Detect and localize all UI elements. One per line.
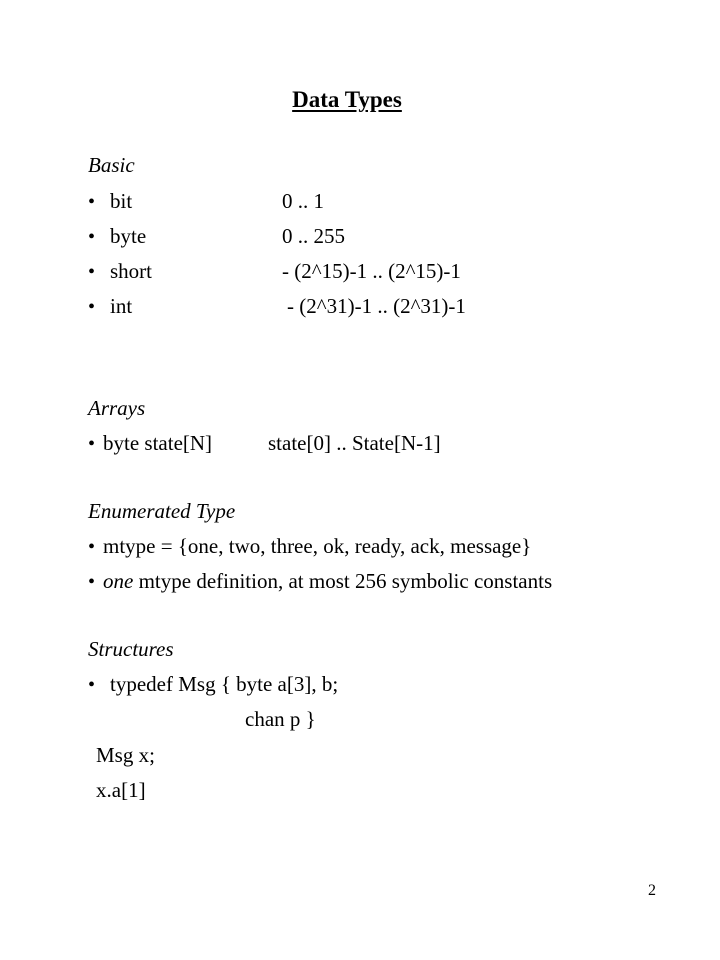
basic-type-byte: byte: [110, 224, 147, 248]
basic-range-bit: 0 .. 1: [282, 189, 324, 213]
structures-line-2: chan p }: [245, 707, 316, 731]
structures-line-1: typedef Msg { byte a[3], b;: [110, 672, 339, 696]
basic-type-int: int: [110, 294, 133, 318]
basic-type-bit: bit: [110, 189, 133, 213]
basic-range-int: - (2^31)-1 .. (2^31)-1: [287, 294, 466, 318]
bullet-icon: •: [88, 261, 96, 283]
enumerated-line-1: mtype = {one, two, three, ok, ready, ack, message}: [103, 534, 532, 558]
enumerated-line-2-emphasis: one: [103, 569, 134, 593]
enumerated-heading: Enumerated Type: [88, 499, 236, 523]
page-number: 2: [648, 882, 656, 899]
basic-range-byte: 0 .. 255: [282, 224, 345, 248]
bullet-icon: •: [88, 571, 96, 593]
bullet-icon: •: [88, 296, 96, 318]
bullet-icon: •: [88, 674, 96, 696]
arrays-declaration: byte state[N]: [103, 431, 213, 455]
bullet-icon: •: [88, 226, 96, 248]
basic-heading: Basic: [88, 153, 135, 177]
enumerated-line-2-rest: mtype definition, at most 256 symbolic constants: [133, 569, 553, 593]
basic-type-short: short: [110, 259, 152, 283]
structures-line-3: Msg x;: [96, 743, 155, 767]
page-title: Data Types: [292, 87, 402, 112]
structures-line-4: x.a[1]: [96, 778, 146, 802]
bullet-icon: •: [88, 433, 96, 455]
structures-heading: Structures: [88, 637, 174, 661]
bullet-icon: •: [88, 536, 96, 558]
arrays-range: state[0] .. State[N-1]: [268, 431, 441, 455]
bullet-icon: •: [88, 191, 96, 213]
basic-range-short: - (2^15)-1 .. (2^15)-1: [282, 259, 461, 283]
enumerated-line-2: [103, 571, 552, 592]
arrays-heading: Arrays: [88, 396, 146, 420]
